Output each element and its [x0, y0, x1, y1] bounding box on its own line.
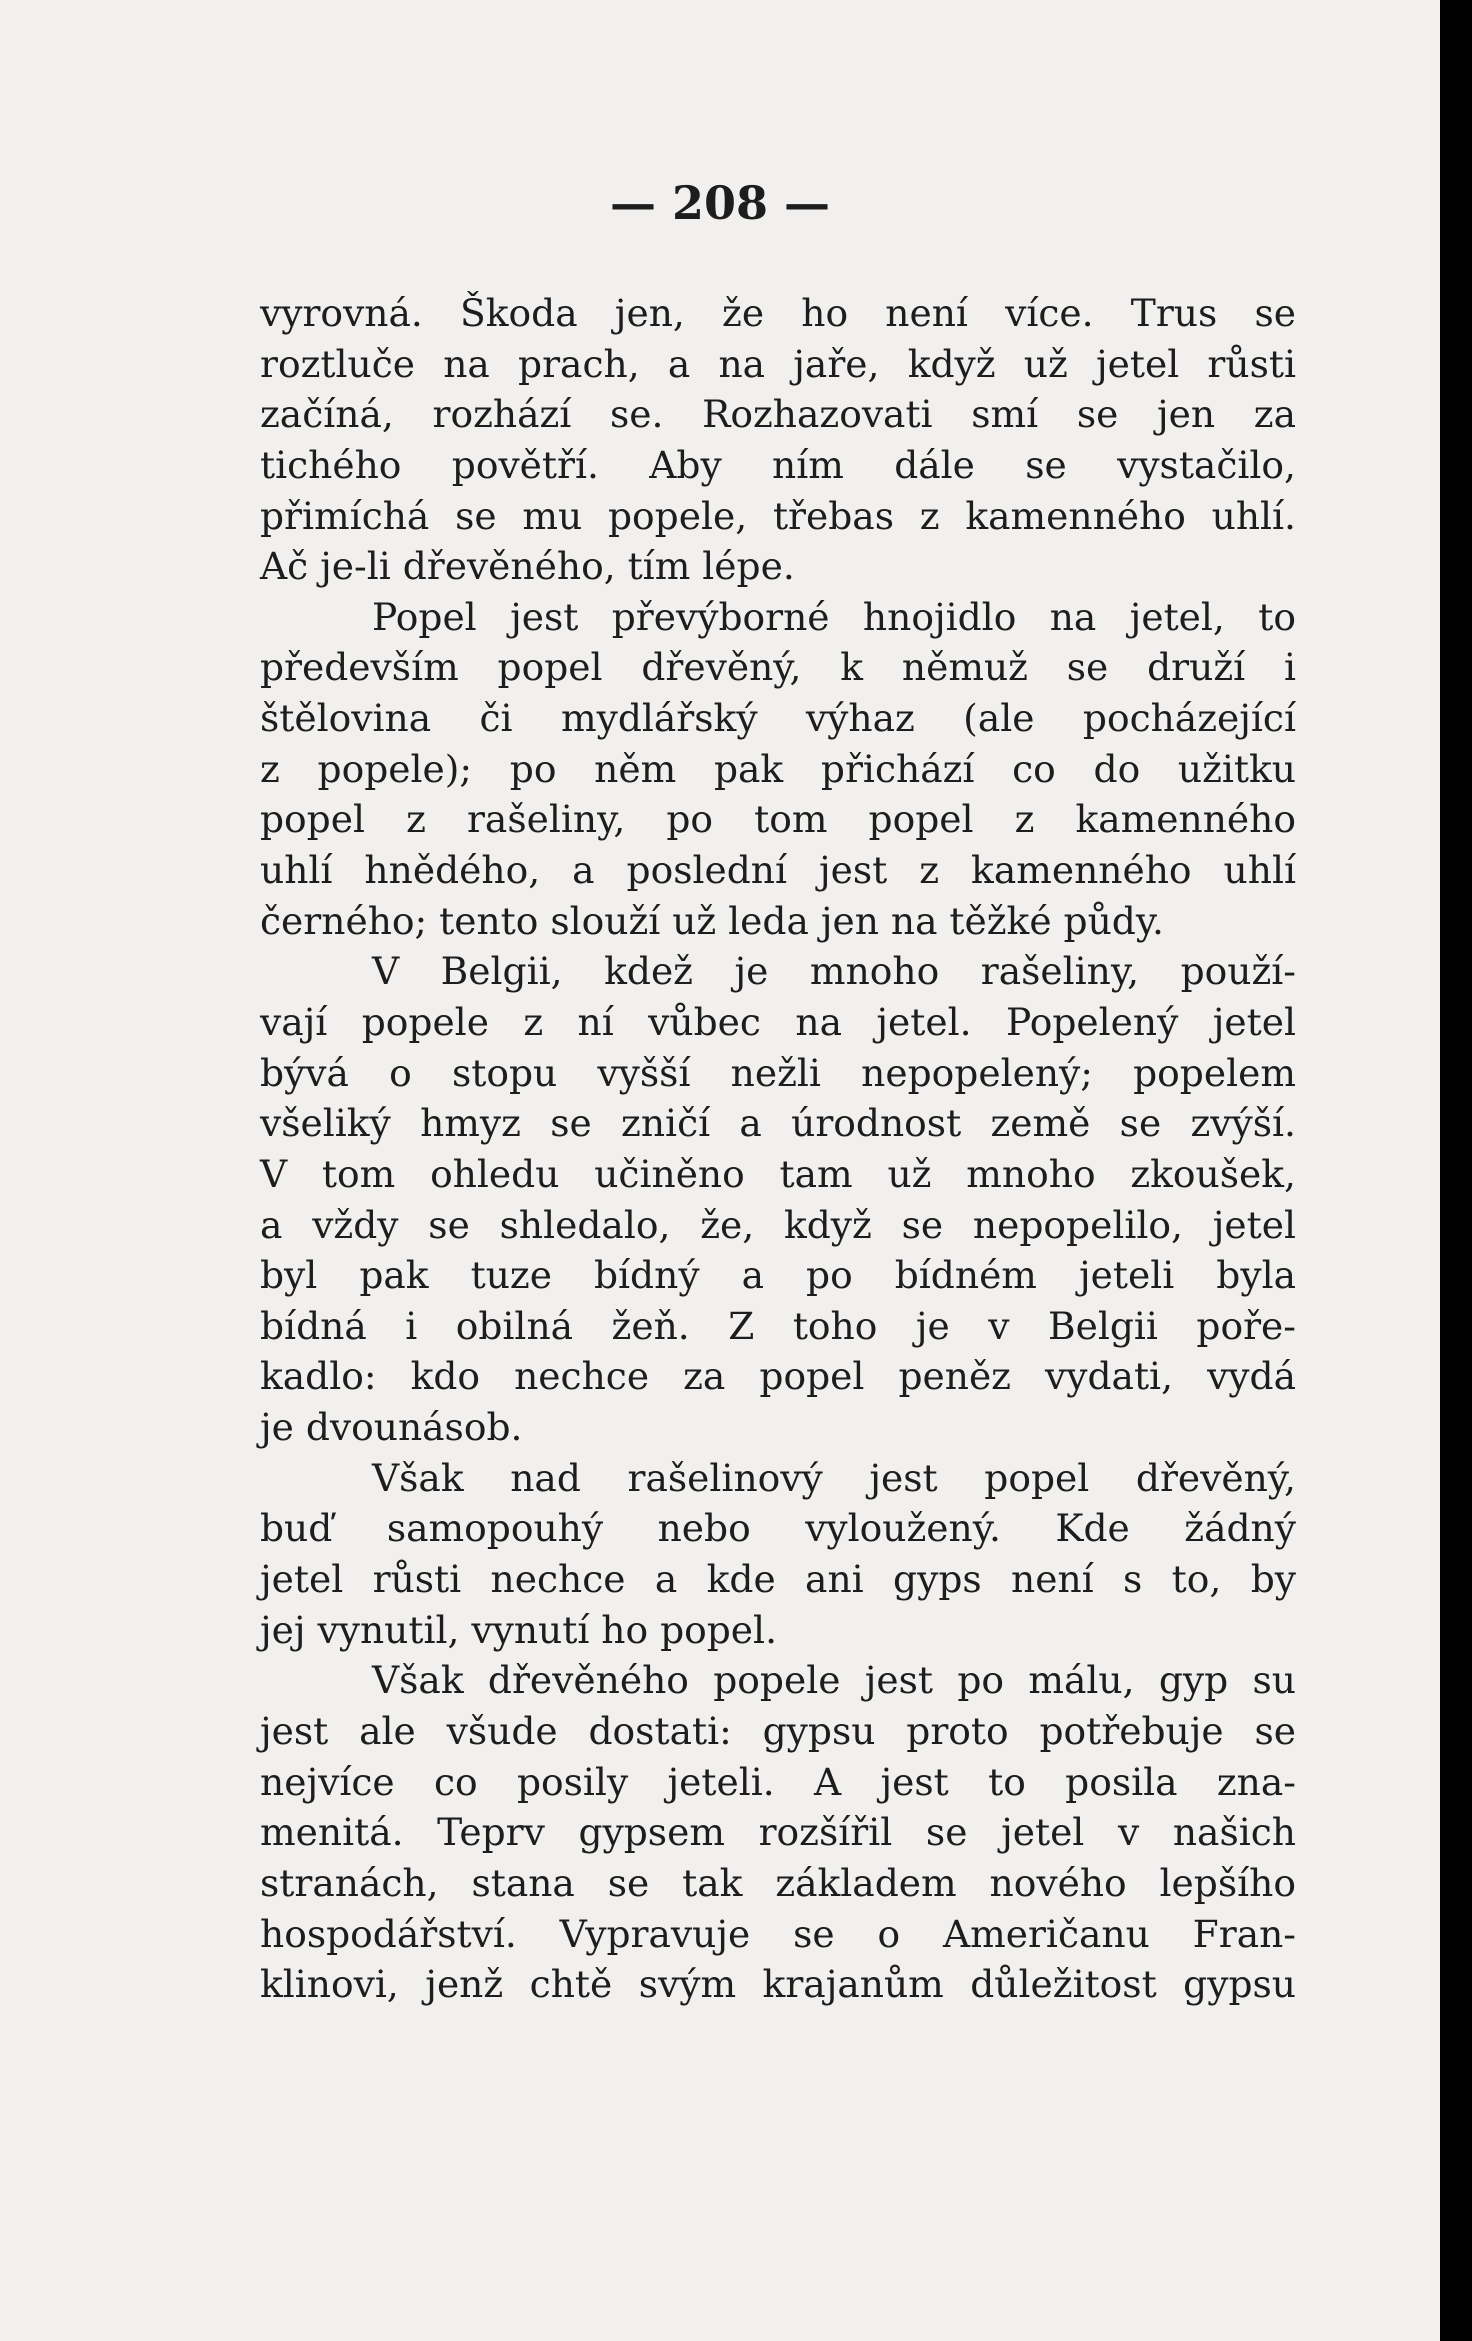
text-line: hospodářství. Vypravuje se o Američanu Fran- — [260, 1911, 1296, 1956]
text-line: Ač je-li dřevěného, tím lépe. — [260, 544, 795, 589]
text-line: začíná, rozhází se. Rozhazovati smí se jen za — [260, 392, 1296, 437]
text-line: vají popele z ní vůbec na jetel. Popelený jetel — [260, 999, 1296, 1044]
text-line: Popel jest převýborné hnojidlo na jetel, to — [372, 594, 1296, 639]
text-line: menitá. Teprv gypsem rozšířil se jetel v našich — [260, 1810, 1296, 1855]
text-line: černého; tento slouží už leda jen na těžké půdy. — [260, 898, 1165, 943]
text-line: bídná i obilná žeň. Z toho je v Belgii poře- — [260, 1303, 1296, 1348]
text-line: jetel růsti nechce a kde ani gyps není s to, by — [260, 1557, 1296, 1602]
text-line: klinovi, jenž chtě svým krajanům důležitost gypsu — [260, 1962, 1296, 2007]
text-line: jest ale všude dostati: gypsu proto potřebuje se — [260, 1708, 1296, 1753]
text-line: bývá o stopu vyšší nežli nepopelený; popelem — [260, 1050, 1296, 1095]
text-line: roztluče na prach, a na jaře, když už jetel růsti — [260, 341, 1296, 386]
text-line: uhlí hnědého, a poslední jest z kamenného uhlí — [260, 848, 1296, 893]
text-line: přimíchá se mu popele, třebas z kamenného uhlí. — [260, 493, 1296, 538]
scan-edge — [1440, 0, 1472, 2341]
text-line: V tom ohledu učiněno tam už mnoho zkoušek, — [260, 1151, 1296, 1196]
text-line: a vždy se shledalo, že, když se nepopelilo, jetel — [260, 1202, 1296, 1247]
text-line: tichého povětří. Aby ním dále se vystačilo, — [260, 442, 1296, 487]
page-number: — 208 — — [609, 176, 831, 230]
text-line: všeliký hmyz se zničí a úrodnost země se zvýší. — [260, 1101, 1296, 1146]
text-line: stranách, stana se tak základem nového lepšího — [260, 1860, 1296, 1905]
text-line: z popele); po něm pak přichází co do užitku — [260, 746, 1296, 791]
text-line: kadlo: kdo nechce za popel peněz vydati, vydá — [260, 1354, 1296, 1399]
text-line: Však dřevěného popele jest po málu, gyp su — [372, 1658, 1296, 1703]
text-line: V Belgii, kdež je mnoho rašeliny, použí- — [372, 949, 1296, 994]
text-line: štělovina či mydlářský výhaz (ale pocházející — [260, 696, 1296, 741]
body-text — [260, 288, 1296, 2010]
text-line: buď samopouhý nebo vyloužený. Kde žádný — [260, 1506, 1296, 1551]
text-line: Však nad rašelinový jest popel dřevěný, — [372, 1455, 1296, 1500]
text-line: vyrovná. Škoda jen, že ho není více. Trus se — [260, 291, 1296, 335]
text-line: jej vynutil, vynutí ho popel. — [260, 1607, 778, 1652]
text-line: především popel dřevěný, k němuž se druží i — [260, 645, 1296, 690]
text-line: popel z rašeliny, po tom popel z kamenného — [260, 797, 1296, 842]
text-line: byl pak tuze bídný a po bídném jeteli byla — [260, 1253, 1296, 1298]
text-line: nejvíce co posily jeteli. A jest to posila zna- — [260, 1759, 1296, 1804]
text-line: je dvounásob. — [260, 1405, 523, 1450]
